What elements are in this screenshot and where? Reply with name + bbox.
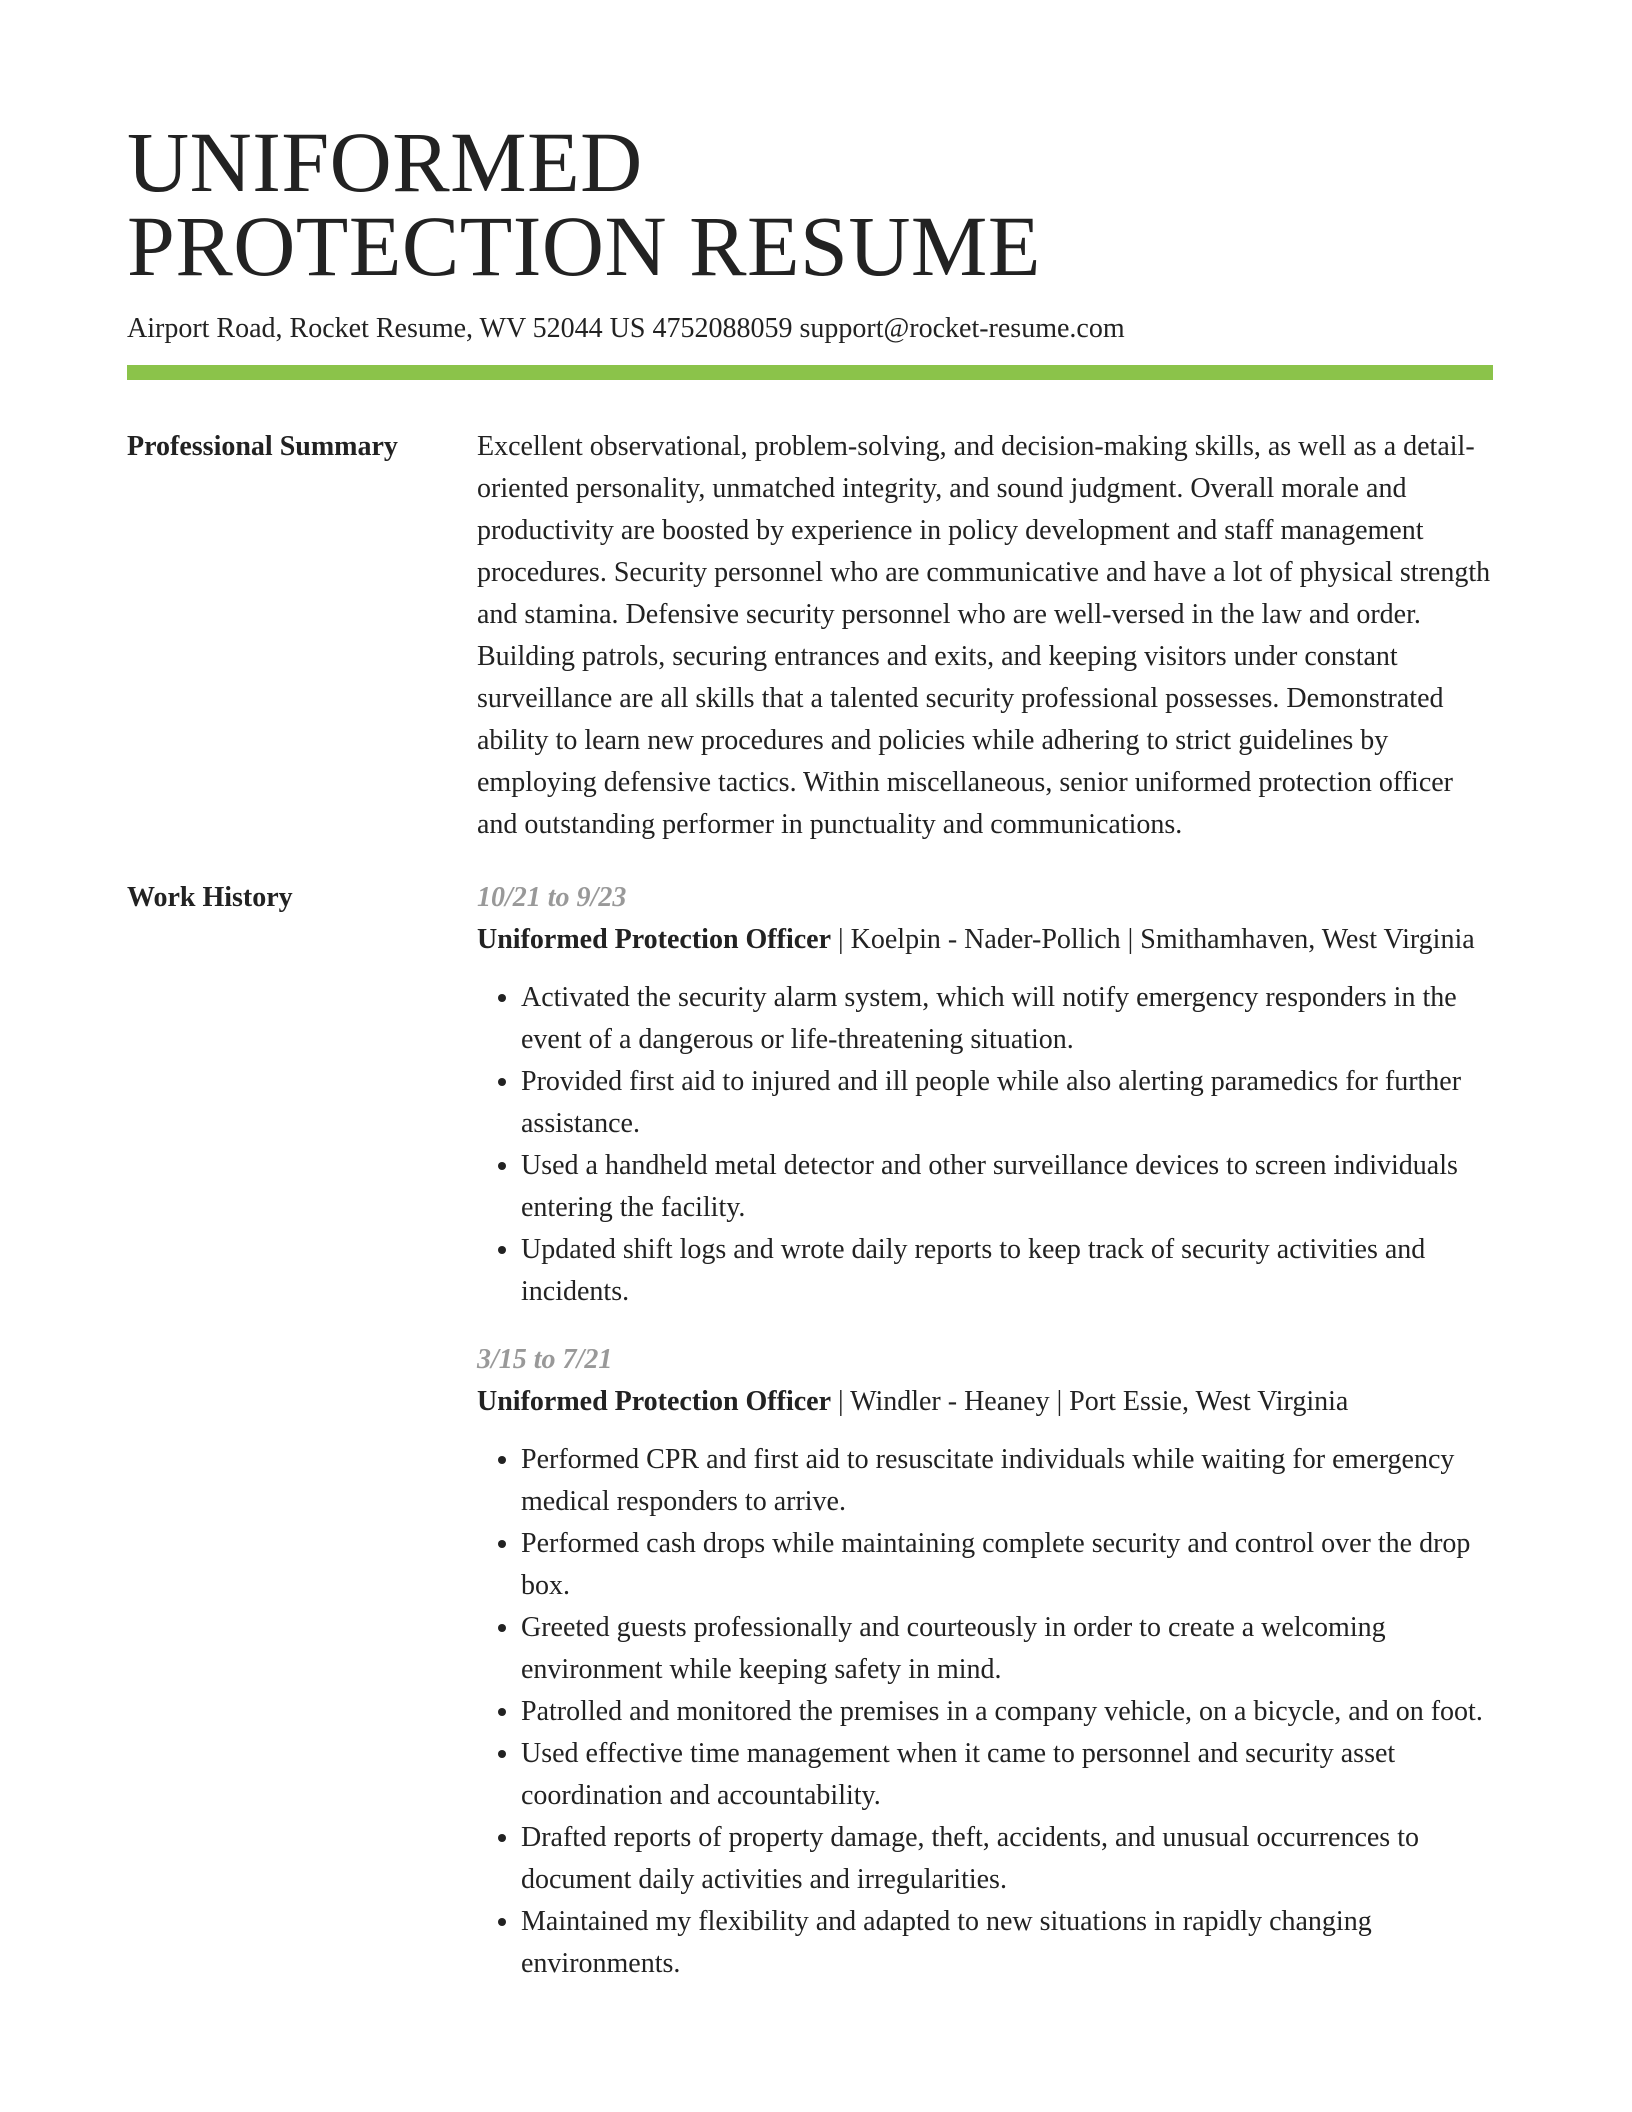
job-dates: 3/15 to 7/21	[477, 1344, 613, 1375]
section-label-summary: Professional Summary	[127, 431, 398, 462]
job-entry	[477, 877, 1493, 1313]
resume-title-line-1: UNIFORMED	[127, 114, 643, 210]
resume-page	[127, 114, 1493, 1985]
job-bullet: • Used a handheld metal detector and other surveillance devices to screen individuals entering the facility.	[521, 1145, 1493, 1229]
job-heading	[477, 1381, 1493, 1423]
job-bullet: • Maintained my flexibility and adapted to new situations in rapidly changing environments.	[521, 1901, 1493, 1985]
job-bullet: • Activated the security alarm system, which will notify emergency responders in the event of a dangerous or life-threatening situation.	[521, 977, 1493, 1061]
work-history-section	[127, 877, 1493, 1985]
resume-title-line-2: PROTECTION RESUME	[127, 198, 1041, 294]
job-entry	[477, 1339, 1493, 1985]
job-bullet: • Greeted guests professionally and courteously in order to create a welcoming environment while keeping safety in mind.	[521, 1607, 1493, 1691]
section-label-work-history: Work History	[127, 882, 293, 913]
job-bullet: • Used effective time management when it came to personnel and security asset coordination and accountability.	[521, 1733, 1493, 1817]
job-bullet: • Updated shift logs and wrote daily reports to keep track of security activities and incidents.	[521, 1229, 1493, 1313]
job-title: Uniformed Protection Officer	[477, 924, 832, 955]
job-bullet: • Patrolled and monitored the premises in a company vehicle, on a bicycle, and on foot.	[521, 1691, 1493, 1733]
contact-info: Airport Road, Rocket Resume, WV 52044 US 4752088059 support@rocket-resume.com	[127, 313, 1125, 344]
summary-text: Excellent observational, problem-solving, and decision-making skills, as well as a detail-oriented personality, unmatched integrity, and sound judgment. Overall morale and productivity are boosted by experience in policy development and staff management procedures. Security personnel who are communicative and have a lot of physical strength and stamina. Defensive security personnel who are well-versed in the law and order. Building patrols, securing entrances and exits, and keeping visitors under constant surveillance are all skills that a talented security professional possesses. Demonstrated ability to learn new procedures and policies while adhering to strict guidelines by employing defensive tactics. Within miscellaneous, senior uniformed protection officer and outstanding performer in punctuality and communications.	[477, 431, 1491, 840]
job-bullets	[477, 977, 1493, 1313]
job-dates: 10/21 to 9/23	[477, 882, 627, 913]
resume-title	[127, 114, 1493, 294]
job-bullets	[477, 1439, 1493, 1985]
job-bullet: • Performed CPR and first aid to resuscitate individuals while waiting for emergency medical responders to arrive.	[521, 1439, 1493, 1523]
work-history-body	[477, 877, 1493, 1985]
job-details: | Koelpin - Nader-Pollich | Smithamhaven, West Virginia	[831, 924, 1475, 955]
job-bullet: • Performed cash drops while maintaining complete security and control over the drop box.	[521, 1523, 1493, 1607]
job-bullet: • Drafted reports of property damage, theft, accidents, and unusual occurrences to document daily activities and irregularities.	[521, 1817, 1493, 1901]
job-title: Uniformed Protection Officer	[477, 1386, 832, 1417]
job-details: | Windler - Heaney | Port Essie, West Virginia	[831, 1386, 1349, 1417]
professional-summary-section	[127, 426, 1493, 846]
job-bullet: • Provided first aid to injured and ill people while also alerting paramedics for further assistance.	[521, 1061, 1493, 1145]
job-heading	[477, 919, 1493, 961]
accent-divider	[127, 365, 1493, 380]
